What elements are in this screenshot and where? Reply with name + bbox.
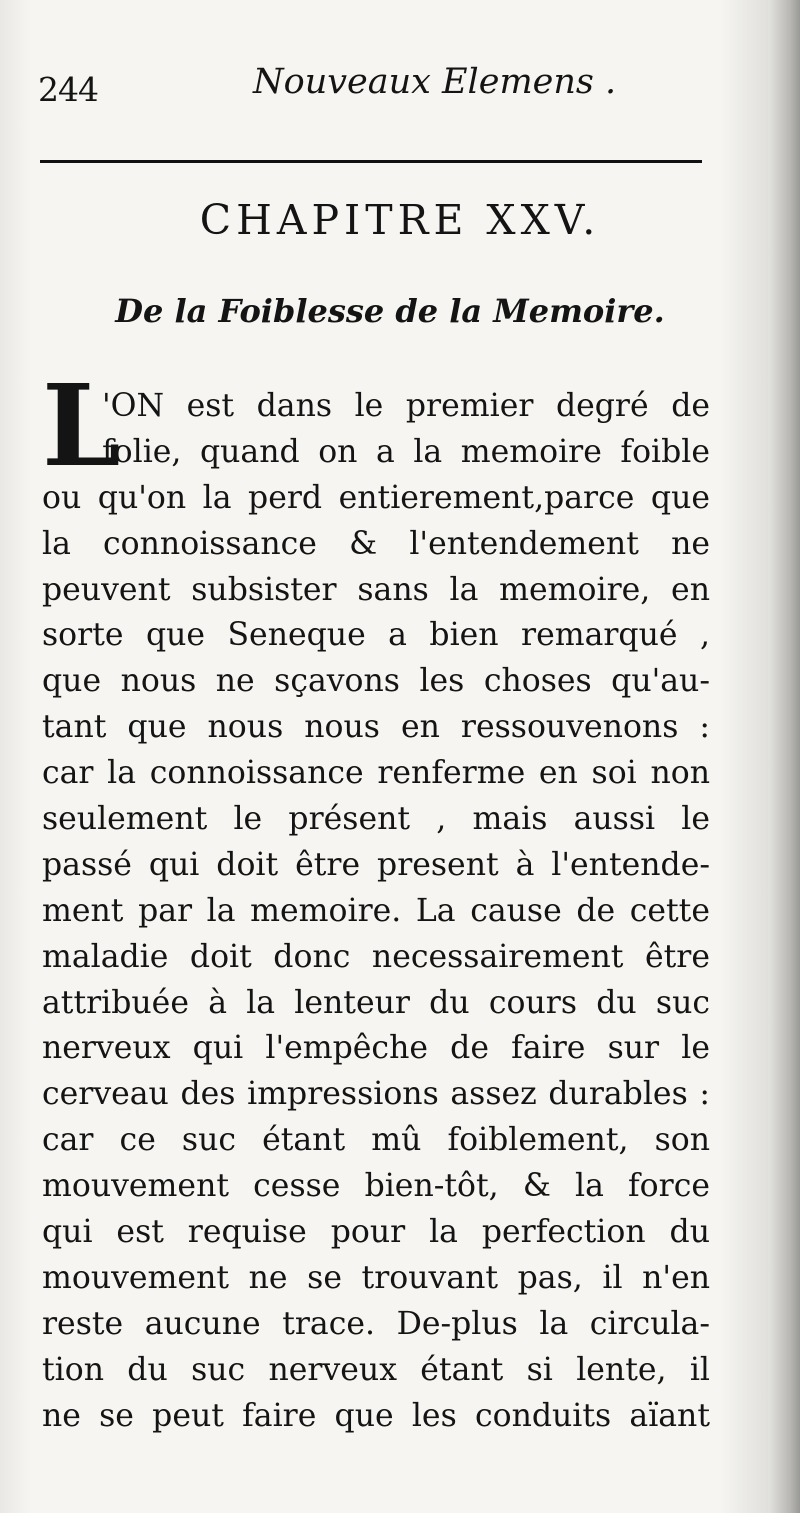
text-line: mouvement ne se trouvant pas, il n'en (42, 1259, 710, 1296)
page-number: 244 (38, 70, 98, 109)
text-line: que nous ne sçavons les choses qu'au- (42, 663, 710, 700)
text-line: nerveux qui l'empêche de faire sur le (42, 1030, 710, 1067)
text-line: maladie doit donc necessairement être (42, 938, 710, 975)
text-line: ou qu'on la perd entierement,parce que (42, 479, 710, 516)
text-line: car la connoissance renferme en soi non (42, 755, 710, 792)
running-title: Nouveaux Elemens . (253, 62, 617, 102)
text-line: qui est requise pour la perfection du (42, 1214, 710, 1251)
text-line: peuvent subsister sans la memoire, en (42, 571, 710, 608)
text-line: folie, quand on a la memoire foible (102, 433, 710, 470)
text-line: ment par la memoire. La cause de cette (42, 892, 710, 929)
body-text (42, 361, 710, 1439)
header-rule (40, 160, 702, 163)
text-line: cerveau des impressions assez durables : (42, 1076, 710, 1113)
text-line: attribuée à la lenteur du cours du suc (42, 984, 710, 1021)
text-line: passé qui doit être present à l'entende- (42, 846, 710, 883)
text-line: reste aucune trace. De-plus la circula- (42, 1305, 710, 1342)
text-line: car ce suc étant mû foiblement, son (42, 1122, 710, 1159)
chapter-subtitle: De la Foiblesse de la Memoire. (115, 292, 665, 330)
text-line: la connoissance & l'entendement ne (42, 525, 710, 562)
text-line: 'ON est dans le premier degré de (102, 388, 710, 424)
text-line: tant que nous nous en ressouvenons : (42, 709, 710, 746)
text-line: tion du suc nerveux étant si lente, il (42, 1351, 710, 1388)
text-line: ne se peut faire que les conduits aïant (42, 1397, 710, 1434)
text-line: mouvement cesse bien-tôt, & la force (42, 1168, 710, 1205)
text-line: sorte que Seneque a bien remarqué , (42, 617, 710, 654)
text-line: seulement le présent , mais aussi le (42, 801, 710, 838)
chapter-title: CHAPITRE XXV. (199, 196, 601, 244)
drop-cap: L (42, 361, 121, 492)
running-head (38, 62, 718, 112)
